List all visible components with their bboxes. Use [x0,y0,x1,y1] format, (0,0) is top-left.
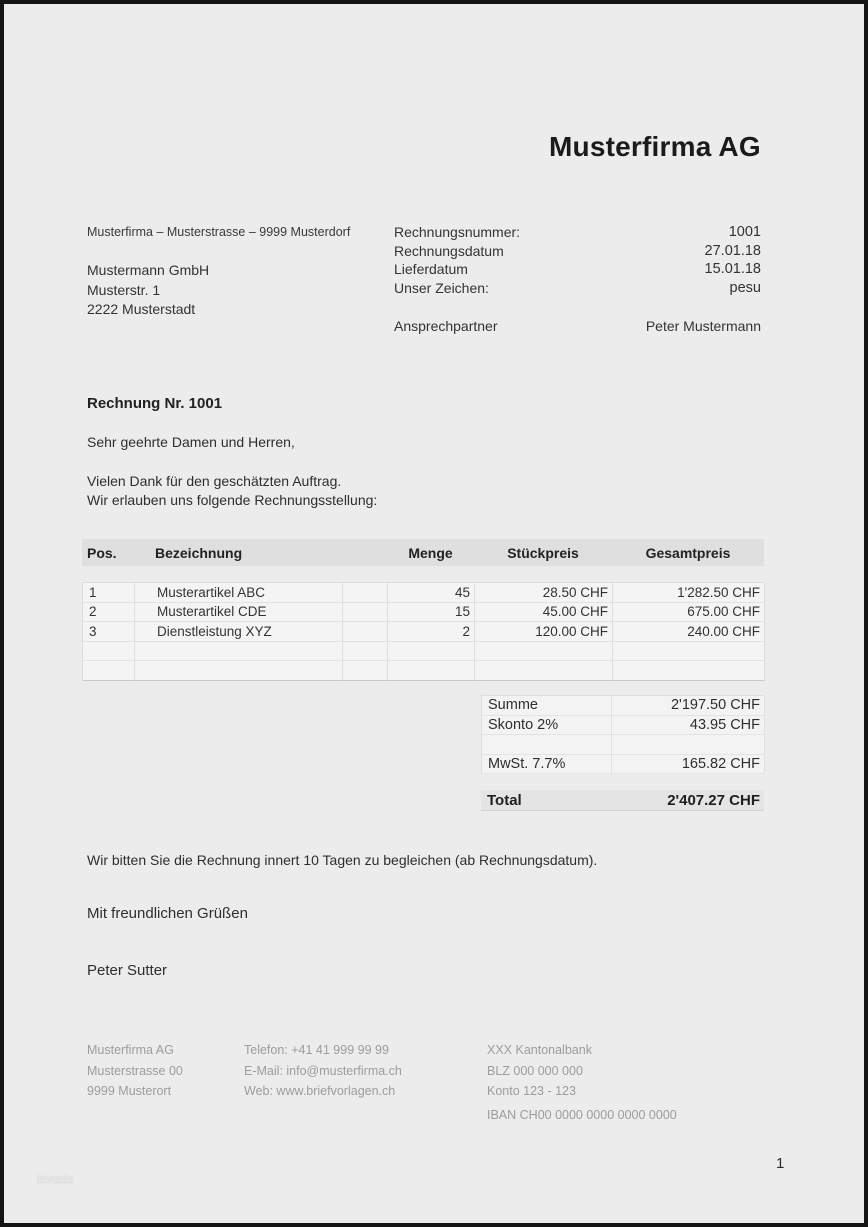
item-spacer [343,603,388,623]
header-pos: Pos. [87,544,117,561]
grand-total-row [481,790,764,811]
item-description: Musterartikel CDE [135,603,343,623]
company-title: Musterfirma AG [549,131,761,162]
subtotal-value: 2'197.50 CHF [612,696,765,716]
invoice-meta [394,224,761,334]
sender-return-address: Musterfirma – Musterstrasse – 9999 Musterdorf [87,225,351,239]
item-unit-price: 120.00 CHF [475,622,613,642]
invoice-date-value: 27.01.18 [704,242,761,259]
totals-empty-cell [482,735,612,755]
recipient-name: Mustermann GmbH [87,262,210,278]
grand-total-label: Total [487,791,522,809]
discount-value: 43.95 CHF [612,716,765,736]
items-table-body [82,582,764,681]
header-total-price: Gesamtpreis [645,544,731,561]
footer-company-name: Musterfirma AG [87,1043,174,1057]
totals-block [481,695,764,774]
intro-line-2: Wir erlauben uns folgende Rechnungsstellung: [87,492,378,508]
footer-contact-column [244,1040,402,1102]
item-pos: 3 [83,622,135,642]
footer-company-city: 9999 Musterort [87,1084,172,1098]
footer-web: Web: www.briefvorlagen.ch [244,1084,396,1098]
delivery-date-label: Lieferdatum [394,261,468,278]
closing-line: Mit freundlichen Grüßen [87,905,248,922]
meta-row-invoice-date [394,243,761,262]
item-description: Musterartikel ABC [135,583,343,603]
footer-company-street: Musterstrasse 00 [87,1063,183,1078]
payment-note: Wir bitten Sie die Rechnung innert 10 Tagen zu begleichen (ab Rechnungsdatum). [87,852,598,868]
footer-account: Konto 123 - 123 [487,1084,576,1098]
invoice-number-value: 1001 [728,224,761,240]
item-total: 675.00 CHF [613,603,765,623]
salutation: Sehr geehrte Damen und Herren, [87,434,295,450]
delivery-date-value: 15.01.18 [704,261,761,278]
subtotal-label: Summe [482,696,612,716]
recipient-city: 2222 Musterstadt [87,301,196,317]
item-total: 240.00 CHF [613,622,765,642]
header-quantity: Menge [408,544,453,561]
meta-row-invoice-number [394,224,761,243]
item-quantity: 2 [388,622,475,642]
footer-blz: BLZ 000 000 000 [487,1063,583,1078]
items-table-header [82,539,764,566]
reference-label: Unser Zeichen: [394,279,489,296]
invoice-number-label: Rechnungsnummer: [394,224,521,240]
footer-bank-column [487,1040,677,1125]
totals-empty-cell [612,735,765,755]
vat-value: 165.82 CHF [612,755,765,775]
discount-label: Skonto 2% [482,716,612,736]
footer-iban: IBAN CH00 0000 0000 0000 0000 [487,1107,677,1122]
meta-row-delivery-date [394,261,761,280]
recipient-address [87,261,209,320]
header-description: Bezeichnung [155,544,243,561]
watermark: tinypedia [37,1173,74,1183]
contact-person-value: Peter Mustermann [645,318,761,335]
footer-phone: Telefon: +41 41 999 99 99 [244,1043,389,1057]
recipient-street: Musterstr. 1 [87,281,161,298]
footer-email: E-Mail: info@musterfirma.ch [244,1063,402,1078]
item-pos: 1 [83,583,135,603]
invoice-date-label: Rechnungsdatum [394,242,504,259]
item-spacer [343,583,388,603]
signature-name: Peter Sutter [87,962,168,979]
vat-label: MwSt. 7.7% [482,755,612,775]
invoice-subject: Rechnung Nr. 1001 [87,395,223,412]
item-pos: 2 [83,603,135,623]
item-spacer [343,622,388,642]
item-unit-price: 45.00 CHF [475,603,613,623]
item-quantity: 45 [388,583,475,603]
item-total: 1'282.50 CHF [613,583,765,603]
meta-row-reference [394,280,761,299]
page-number: 1 [776,1155,785,1172]
footer-bank-name: XXX Kantonalbank [487,1043,592,1057]
footer-company-column [87,1040,183,1102]
contact-person-label: Ansprechpartner [394,318,498,335]
item-description: Dienstleistung XYZ [135,622,343,642]
intro-line-1: Vielen Dank für den geschätzten Auftrag. [87,473,342,489]
intro-paragraph [87,472,377,510]
header-unit-price: Stückpreis [507,544,579,561]
meta-row-contact-person [394,318,761,334]
grand-total-value: 2'407.27 CHF [667,791,760,809]
item-quantity: 15 [388,603,475,623]
reference-value: pesu [729,279,761,296]
item-unit-price: 28.50 CHF [475,583,613,603]
